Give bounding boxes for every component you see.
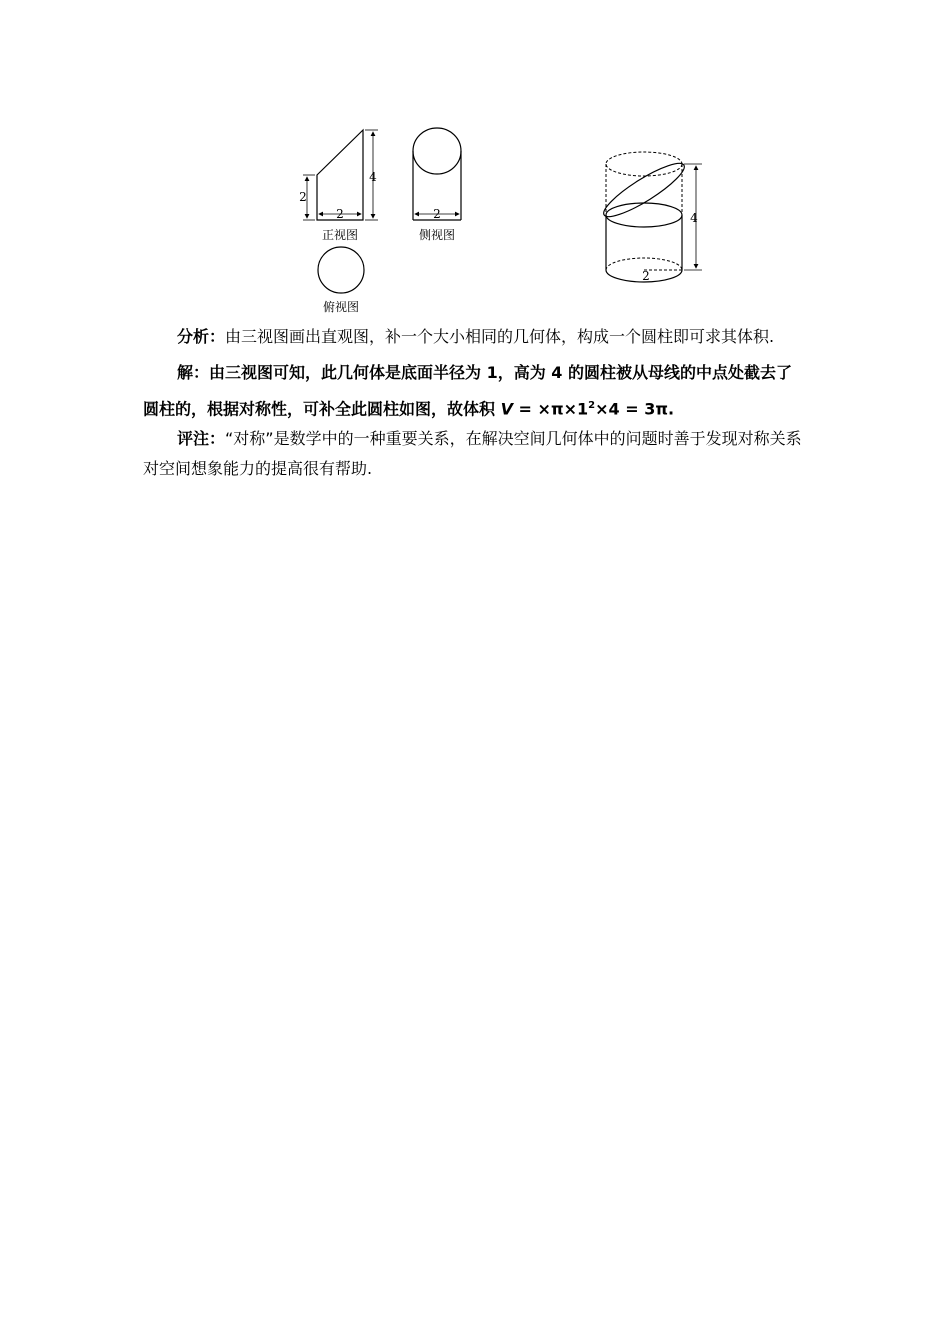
solution-text: 由三视图可知，此几何体是底面半径为 1，高为 4 的圆柱被从母线的中点处截去了圆柱的，根据对称性，可补全此圆柱如图，故体积 xyxy=(143,363,792,419)
cylinder-dim-height-4: 4 xyxy=(690,211,698,225)
analysis-paragraph xyxy=(143,322,805,352)
top-view-label: 俯视图 xyxy=(322,300,360,314)
cylinder-dim-diameter-2: 2 xyxy=(642,269,650,283)
formula-pre: = ×π×1 xyxy=(512,399,589,419)
completed-cylinder xyxy=(598,152,702,282)
side-dim-width-2: 2 xyxy=(433,207,441,221)
three-views-figure xyxy=(290,118,710,318)
front-dim-height-2: 2 xyxy=(299,190,307,204)
volume-variable: V xyxy=(500,399,513,419)
formula-post: ×4 = 3π. xyxy=(595,399,675,419)
comment-label: 评注： xyxy=(177,429,226,448)
solution-paragraph xyxy=(143,356,805,425)
front-dim-width-2: 2 xyxy=(336,207,344,221)
front-view-label: 正视图 xyxy=(321,228,359,242)
figure-svg xyxy=(290,118,710,318)
analysis-text: 由三视图画出直观图，补一个大小相同的几何体，构成一个圆柱即可求其体积. xyxy=(225,327,775,346)
side-view-label: 侧视图 xyxy=(418,228,456,242)
analysis-label: 分析： xyxy=(177,327,226,346)
top-view xyxy=(318,247,364,293)
comment-text: “对称”是数学中的一种重要关系，在解决空间几何体中的问题时善于发现对称关系对空间想象能力的提高很有帮助. xyxy=(143,429,802,478)
formula-exponent: 2 xyxy=(588,400,596,411)
front-dim-height-4: 4 xyxy=(369,170,377,184)
solution-label: 解： xyxy=(177,363,210,382)
comment-paragraph xyxy=(143,424,805,484)
